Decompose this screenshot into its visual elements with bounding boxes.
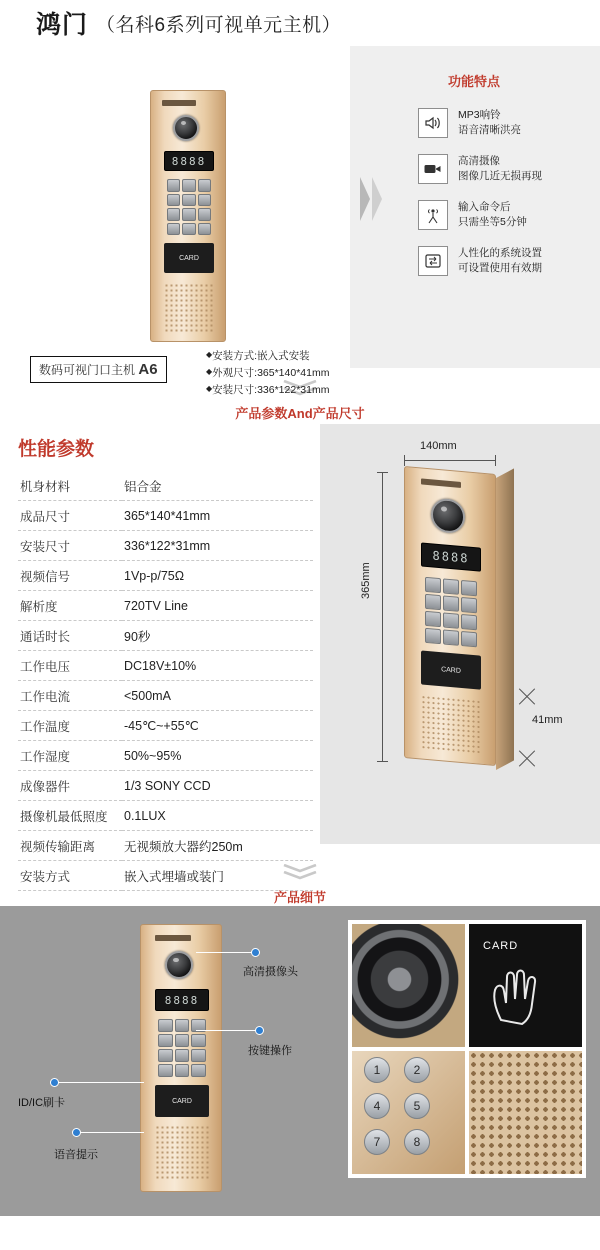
keypad-key[interactable] [158, 1064, 173, 1077]
table-row [18, 711, 313, 741]
keypad-key[interactable] [175, 1049, 190, 1062]
table-row [18, 681, 313, 711]
dimension-tick [495, 455, 496, 466]
speaker-grille [164, 283, 214, 333]
callout-camera: 高清摄像头 [243, 966, 298, 978]
dimension-tick [404, 455, 405, 466]
keypad-key[interactable] [182, 179, 195, 192]
photo-key: 2 [404, 1057, 430, 1083]
card-reader-area[interactable] [164, 243, 214, 273]
keypad-key[interactable] [443, 578, 459, 594]
param-value: 90秒 [122, 621, 313, 651]
keypad-key[interactable] [425, 577, 441, 593]
param-value: 1Vp-p/75Ω [122, 561, 313, 591]
keypad-key[interactable] [443, 629, 459, 645]
param-key: 工作电压 [18, 651, 122, 681]
table-row [18, 591, 313, 621]
param-key: 工作湿度 [18, 741, 122, 771]
camera-icon [418, 154, 448, 184]
feature-line2: 图像几近无损再现 [458, 170, 542, 182]
keypad-key[interactable] [158, 1034, 173, 1047]
feature-line2: 只需坐等5分钟 [458, 216, 527, 228]
param-key: 工作电流 [18, 681, 122, 711]
table-row [18, 621, 313, 651]
param-value: 无视频放大器约250m [122, 831, 313, 861]
param-key: 安装方式 [18, 861, 122, 891]
dimension-tick [377, 472, 388, 473]
hero-bullet: ◆ 安装尺寸:336*122*31mm [206, 381, 329, 398]
keypad-key[interactable] [198, 208, 211, 221]
keypad-key[interactable] [182, 194, 195, 207]
device-display [164, 151, 214, 171]
keypad [158, 1019, 206, 1077]
photo-key: 5 [404, 1093, 430, 1119]
keypad-key[interactable] [158, 1019, 173, 1032]
callout-keypad: 按键操作 [248, 1045, 292, 1057]
dimension-tick [377, 761, 388, 762]
dimension-width-line [404, 460, 496, 461]
divider-2-label: 产品细节 [273, 890, 326, 905]
parameters-title: 性能参数 [18, 439, 95, 460]
feature-line2: 语音清晰洪亮 [458, 124, 521, 136]
keypad-key[interactable] [198, 179, 211, 192]
card-reader-label: CARD [172, 1097, 192, 1105]
device-logo [155, 935, 191, 941]
device-dimension-view [404, 466, 496, 766]
callout-card: ID/IC刷卡 [18, 1097, 66, 1109]
card-reader-area[interactable] [421, 650, 481, 689]
param-key: 摄像机最低照度 [18, 801, 122, 831]
camera-lens [165, 951, 193, 979]
model-badge [30, 356, 167, 383]
keypad-key[interactable] [182, 208, 195, 221]
keypad-key[interactable] [425, 611, 441, 627]
keypad-key[interactable] [461, 597, 477, 613]
card-reader-label: CARD [179, 254, 199, 262]
keypad-key[interactable] [191, 1034, 206, 1047]
speaker-icon [418, 108, 448, 138]
details-section [0, 906, 600, 1216]
camera-lens [431, 497, 465, 534]
photo-card-label: CARD [483, 940, 519, 952]
keypad-key[interactable] [461, 631, 477, 647]
param-key: 成品尺寸 [18, 501, 122, 531]
feature-line1: MP3响铃 [458, 109, 501, 121]
param-key: 成像器件 [18, 771, 122, 801]
keypad [167, 179, 211, 235]
features-title: 功能特点 [448, 74, 501, 89]
param-value: 50%~95% [122, 741, 313, 771]
speaker-grille [421, 694, 481, 755]
device-display [155, 989, 209, 1011]
keypad-key[interactable] [461, 580, 477, 596]
param-key: 安装尺寸 [18, 531, 122, 561]
param-value: <500mA [122, 681, 313, 711]
arrow-icon [360, 176, 386, 222]
table-row [18, 831, 313, 861]
parameters-section [0, 422, 600, 884]
photo-keypad-closeup [352, 1051, 465, 1174]
table-row [18, 501, 313, 531]
keypad-key[interactable] [167, 208, 180, 221]
signal-icon [418, 200, 448, 230]
table-row [18, 471, 313, 501]
parameters-block [18, 434, 318, 891]
photo-camera-closeup [352, 924, 465, 1047]
feature-text [458, 154, 542, 184]
param-value: 嵌入式埋墙或装门 [122, 861, 313, 891]
keypad-key[interactable] [443, 595, 459, 611]
feature-line1: 输入命令后 [458, 201, 511, 213]
callout-leader-line [80, 1132, 144, 1133]
photo-key: 4 [364, 1093, 390, 1119]
feature-line2: 可设置使用有效期 [458, 262, 542, 274]
page-header [0, 0, 600, 46]
card-reader-area[interactable] [155, 1085, 209, 1117]
detail-photo-grid [348, 920, 586, 1178]
hero-bullet: ◆ 安装方式:嵌入式安装 [206, 347, 329, 364]
device-front-view [150, 90, 226, 342]
callout-dot [50, 1078, 59, 1087]
param-key: 视频传输距离 [18, 831, 122, 861]
settings-icon [418, 246, 448, 276]
dimension-panel [320, 424, 600, 844]
keypad-key[interactable] [167, 194, 180, 207]
callout-dot [72, 1128, 81, 1137]
hero-section [0, 46, 600, 396]
keypad-key[interactable] [167, 179, 180, 192]
keypad-key[interactable] [425, 628, 441, 644]
table-row [18, 801, 313, 831]
hero-bullet: ◆ 外观尺寸:365*140*41mm [206, 364, 329, 381]
keypad-key[interactable] [198, 223, 211, 236]
param-key: 机身材料 [18, 471, 122, 501]
display-text: 8888 [164, 993, 200, 1007]
dimension-width-label: 140mm [420, 440, 457, 452]
divider-1-label: 产品参数And产品尺寸 [235, 406, 365, 421]
feature-text [458, 200, 527, 230]
param-key: 视频信号 [18, 561, 122, 591]
photo-card-area [469, 924, 582, 1047]
display-text: 8888 [171, 154, 207, 168]
speaker-grille [155, 1125, 209, 1181]
feature-item-camera [418, 154, 598, 184]
callout-voice: 语音提示 [54, 1149, 98, 1161]
device-detail-view [140, 924, 222, 1192]
camera-lens [173, 115, 199, 141]
brand-subtitle: （名科6系列可视单元主机） [96, 14, 342, 36]
param-value: 铝合金 [122, 471, 313, 501]
feature-line1: 高清摄像 [458, 155, 500, 167]
feature-item-command [418, 200, 598, 230]
param-value: 720TV Line [122, 591, 313, 621]
keypad [425, 577, 477, 648]
brand-title: 鸿门 [36, 11, 89, 39]
callout-leader-line [196, 1030, 258, 1031]
keypad-key[interactable] [461, 614, 477, 630]
callout-dot [251, 948, 260, 957]
dimension-height-line [382, 472, 383, 762]
device-display [421, 542, 481, 571]
keypad-key[interactable] [443, 612, 459, 628]
parameters-table [18, 471, 313, 891]
hero-bullets [206, 347, 329, 398]
keypad-key[interactable] [191, 1049, 206, 1062]
dimension-depth-label: 41mm [532, 714, 563, 726]
display-text: 8888 [432, 548, 470, 566]
photo-speaker-mesh [469, 1051, 582, 1174]
keypad-key[interactable] [175, 1019, 190, 1032]
keypad-key[interactable] [191, 1064, 206, 1077]
feature-item-mp3 [418, 108, 598, 138]
param-value: 1/3 SONY CCD [122, 771, 313, 801]
dimension-height-label: 365mm [360, 562, 372, 599]
feature-text [458, 108, 521, 138]
param-value: 336*122*31mm [122, 531, 313, 561]
model-badge-code: A6 [138, 361, 158, 378]
keypad-key[interactable] [158, 1049, 173, 1062]
feature-text [458, 246, 542, 276]
keypad-key[interactable] [175, 1064, 190, 1077]
param-key: 通话时长 [18, 621, 122, 651]
param-key: 工作温度 [18, 711, 122, 741]
device-side-face [496, 468, 514, 770]
photo-key: 8 [404, 1129, 430, 1155]
param-value: -45℃~+55℃ [122, 711, 313, 741]
param-value: DC18V±10% [122, 651, 313, 681]
table-row [18, 771, 313, 801]
feature-line1: 人性化的系统设置 [458, 247, 542, 259]
table-row [18, 561, 313, 591]
table-row [18, 861, 313, 891]
table-row [18, 741, 313, 771]
callout-leader-line [58, 1082, 144, 1083]
keypad-key[interactable] [198, 194, 211, 207]
features-list [418, 108, 598, 292]
callout-dot [255, 1026, 264, 1035]
callout-leader-line [196, 952, 254, 953]
keypad-key[interactable] [167, 223, 180, 236]
device-logo [162, 100, 196, 106]
param-value: 0.1LUX [122, 801, 313, 831]
model-badge-label: 数码可视门口主机 [39, 363, 136, 377]
feature-item-settings [418, 246, 598, 276]
table-row [18, 531, 313, 561]
param-key: 解析度 [18, 591, 122, 621]
keypad-key[interactable] [175, 1034, 190, 1047]
table-row [18, 651, 313, 681]
photo-key: 7 [364, 1129, 390, 1155]
keypad-key[interactable] [182, 223, 195, 236]
photo-key: 1 [364, 1057, 390, 1083]
device-logo [421, 478, 461, 487]
card-reader-label: CARD [441, 665, 461, 675]
param-value: 365*140*41mm [122, 501, 313, 531]
keypad-key[interactable] [425, 594, 441, 610]
